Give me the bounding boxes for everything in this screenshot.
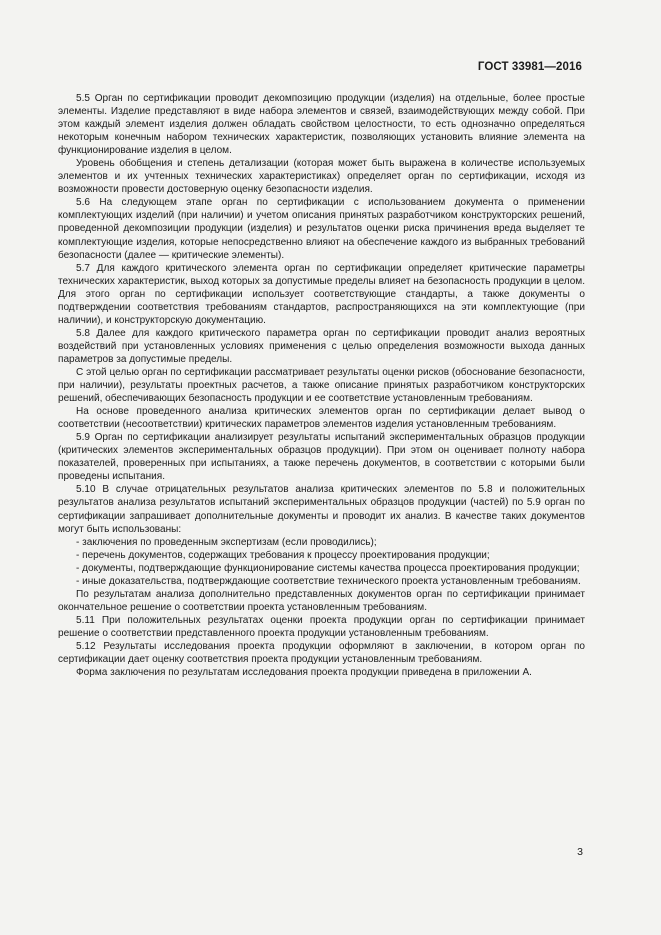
paragraph-5-11: 5.11 При положительных результатах оценки проекта продукции орган по сертификации принимает решение о соответствии представленного проекта продукции установленным требованиям. [58,614,585,639]
list-item: - перечень документов, содержащих требования к процессу проектирования продукции; [76,549,490,561]
paragraph-5-5: 5.5 Орган по сертификации проводит декомпозицию продукции (изделия) на отдельные, более простые элементы. Изделие представляют в виде набора элементов и связей, взаимодействующих между собой. При этом каждый элемент изделия должен обладать свойством целостности, то есть однозначно определяться некоторым конечным набором технических характеристик, позволяющих установить влияние элемента на функционирование изделия в целом. [58,93,585,157]
paragraph-5-12: 5.12 Результаты исследования проекта продукции оформляют в заключении, в котором орган по сертификации дает оценку соответствия проекта продукции установленным требованиям. [58,640,585,666]
paragraph-final-decision: По результатам анализа дополнительно представленных документов орган по сертификации принимает окончательное решение о соответствии проекта установленным требованиям. [58,588,585,613]
standard-code-header: ГОСТ 33981—2016 [477,61,582,73]
list-item: - документы, подтверждающие функционирование системы качества процесса проектирования продукции; [76,562,580,574]
document-body [58,92,585,679]
paragraph-5-10: 5.10 В случае отрицательных результатов анализа критических элементов по 5.8 и положительных результатов анализа результатов испытаний экспериментальных образцов продукции (частей) по 5.9 орган по сертификации запрашивает дополнительные документы и проводит их анализ. В качестве таких документов могут быть использованы: [58,484,585,535]
list-item: - иные доказательства, подтверждающие соответствие технического проекта установленным требованиям. [76,575,581,587]
paragraph-conformity-conclusion: На основе проведенного анализа критических элементов орган по сертификации делает вывод о соответствии (несоответствии) критических параметров элементов изделия установленным требованиям. [58,406,585,431]
paragraph-5-8: 5.8 Далее для каждого критического параметра орган по сертификации проводит анализ вероятных воздействий при установленных условиях применения с целью определения возможности выхода данных параметров за допустимые пределы. [58,327,585,365]
paragraph-generalization-level: Уровень обобщения и степень детализации (которая может быть выражена в количестве используемых элементов и их учтенных технических характеристиках) определяет орган по сертификации, исходя из возможности провести достоверную оценку безопасности изделия. [58,158,585,196]
paragraph-5-6: 5.6 На следующем этапе орган по сертификации с использованием документа о применении комплектующих изделий (при наличии) и учетом описания принятых разработчиком конструкторских решений, проведенной декомпозиции продукции (изделия) и результатов оценки риска причинения вреда выделяет те комплектующие изделия, которые непосредственно влияют на обеспечение каждого из выбранных требований безопасности (далее — критические элементы). [58,197,585,261]
list-item: - заключения по проведенным экспертизам (если проводились); [76,536,377,548]
paragraph-5-7: 5.7 Для каждого критического элемента орган по сертификации определяет критические параметры технических характеристик, выход которых за допустимые пределы влияет на безопасность продукции в целом. Для этого орган по сертификации использует соответствующие стандарты, а также документы о подтверждении соответствия требованиям стандартов, распространяющихся на эти комплектующие (при наличии), и конструкторскую документацию. [58,262,585,326]
paragraph-5-9: 5.9 Орган по сертификации анализирует результаты испытаний экспериментальных образцов продукции (критических элементов экспериментальных образцов продукции). При этом он оценивает полноту набора показателей, проверенных при испытаниях, а также перечень документов, в соответствии с которыми были проведены испытания. [58,432,585,483]
page-number: 3 [577,846,583,858]
paragraph-risk-assessment: С этой целью орган по сертификации рассматривает результаты оценки рисков (обоснование безопасности, при наличии), результаты проектных расчетов, а также описание принятых разработчиком конструкторских решений, обеспечивающих безопасность продукции и ее соответствие установленным требованиям. [58,366,585,405]
paragraph-appendix-reference: Форма заключения по результатам исследования проекта продукции приведена в приложении А. [76,667,532,679]
